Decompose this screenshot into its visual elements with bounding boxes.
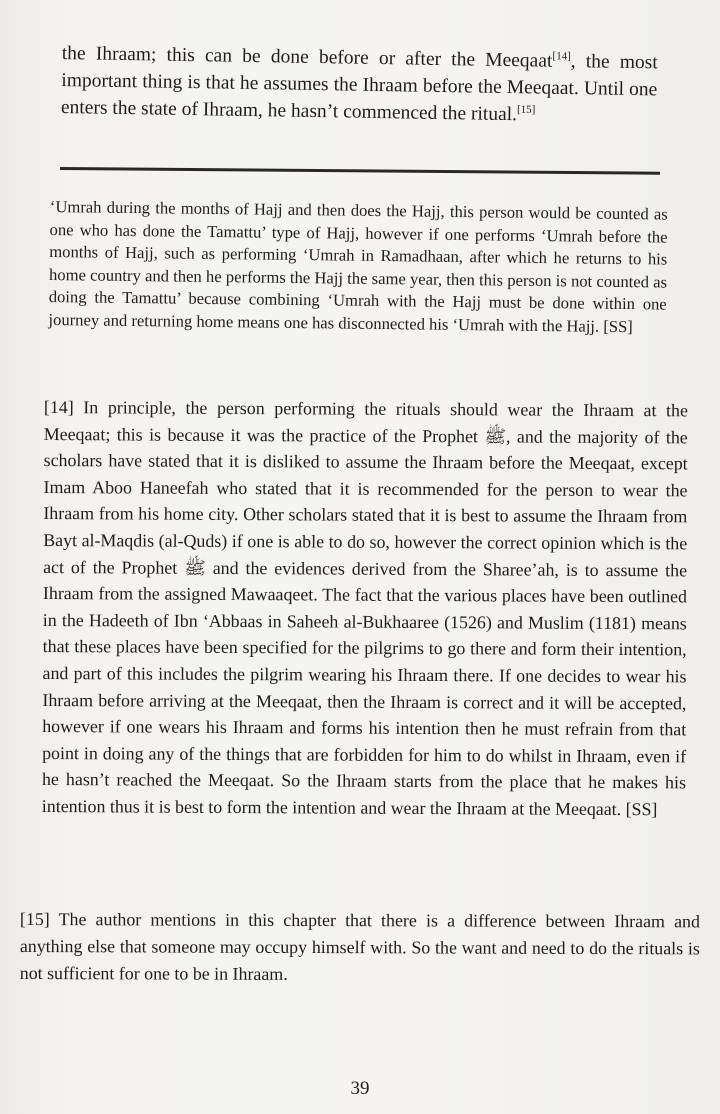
- main-paragraph: [61, 40, 658, 130]
- footnote-14-text: [14] In principle, the person performing the rituals should wear the Ihraam at the Meeqaat; this is because it was the practice of the Prophet ﷺ, and the majority of the scholars have stated that it is disliked to assume the Ihraam before the Meeqaat, except Imam Aboo Haneefah who stated that it is recommended for the person to wear the Ihraam from his home city. Other scholars stated that it is best to assume the Ihraam from Bayt al-Maqdis (al-Quds) if one is able to do so, however the correct opinion which is the act of the Prophet ﷺ and the evidences derived from the Sharee’ah, is to assume the Ihraam from the assigned Mawaaqeet. The fact that the various places have been outlined in the Hadeeth of Ibn ‘Abbaas in Saheeh al-Bukhaaree (1526) and Muslim (1181) means that these places have been specified for the pilgrims to go there and form their intention, and part of this includes the pilgrim wearing his Ihraam there. If one decides to wear his Ihraam before arriving at the Meeqaat, then the Ihraam is correct and it will be accepted, however if one wears his Ihraam and forms his intention then he must refrain from that point in doing any of the things that are forbidden for him to do whilst in Ihraam, even if he hasn’t reached the Meeqaat. So the Ihraam starts from the place that he makes his intention thus it is best to form the intention and wear the Ihraam at the Meeqaat. [SS]: [41, 396, 688, 820]
- main-text-part-1: the Ihraam; this can be done before or after the Meeqaat: [61, 42, 553, 72]
- footnote-14: [42, 394, 688, 823]
- footnote-ref-14[interactable]: [14]: [552, 50, 571, 63]
- footnote-15: [20, 906, 700, 989]
- main-text-part-2: , the most important thing is that he assumes the Ihraam before the Meeqaat. Until one enters the state of Ihraam, he hasn’t commenced the ritual.: [60, 50, 658, 126]
- page-number: 39: [350, 1078, 370, 1099]
- main-text: [61, 40, 658, 130]
- footnote-continued: [48, 196, 668, 339]
- footnote-continued-text: ‘Umrah during the months of Hajj and then does the Hajj, this person would be counted as one who has done the Tamattu’ type of Hajj, however if one performs ‘Umrah before the months of Hajj, such as performing ‘Umrah in Ramadhaan, after which he returns to his home country and then he performs the Hajj the same year, then this person is not counted as doing the Tamattu’ because combining ‘Umrah with the Hajj must be done within one journey and returning home means one has disconnected his ‘Umrah with the Hajj. [SS]: [48, 196, 668, 337]
- footnote-15-text: [15] The author mentions in this chapter that there is a difference between Ihraam and anything else that someone may occupy himself with. So the want and need to do the rituals is not sufficient for one to be in Ihraam.: [19, 909, 700, 984]
- footnote-ref-15[interactable]: [15]: [516, 103, 536, 116]
- footnote-separator: [60, 167, 660, 175]
